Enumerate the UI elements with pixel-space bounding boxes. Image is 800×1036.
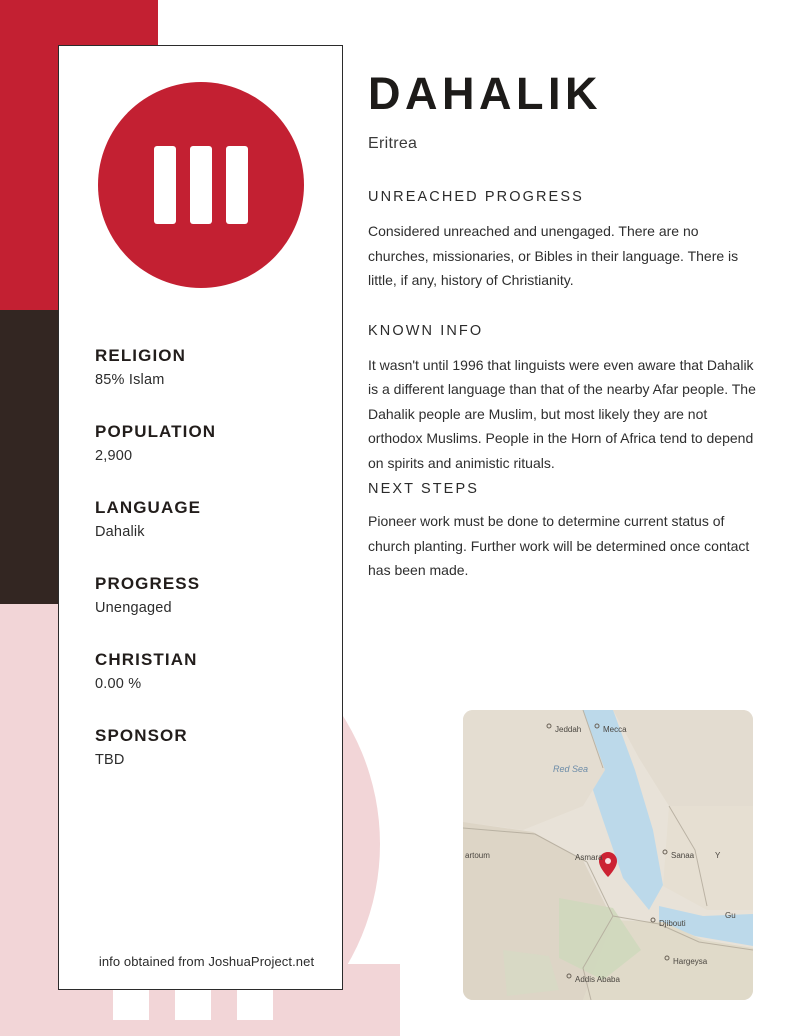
page-title: DAHALIK [368,68,602,119]
map-label: Asmara [575,853,603,862]
section-body: Pioneer work must be done to determine current status of church planting. Further work will be determined once contact has been made. [368,513,750,579]
logo-bar [226,146,248,224]
country-label: Eritrea [368,135,418,153]
section-next-steps [368,481,758,583]
fact-value: Unengaged [95,600,172,616]
map-label: Gu [725,911,736,920]
content-column [368,70,758,583]
fact-value: 0.00 % [95,676,142,692]
fact-christian [95,650,315,692]
fact-language [95,498,315,540]
fact-value: Dahalik [95,524,145,540]
fact-label: RELIGION [95,346,186,365]
map-label: Addis Ababa [575,975,620,984]
section-heading: NEXT STEPS [368,481,479,498]
fact-label: SPONSOR [95,726,188,745]
map-label: Mecca [603,725,627,734]
section-heading: UNREACHED PROGRESS [368,189,584,206]
section-unreached-progress [368,189,758,293]
fact-sponsor [95,726,315,768]
fact-label: PROGRESS [95,574,201,593]
source-footnote: info obtained from JoshuaProject.net [98,954,315,969]
map-label: artoum [465,851,490,860]
map-label: Y [715,851,721,860]
logo-bar [190,146,212,224]
fact-progress [95,574,315,616]
fact-religion [95,346,315,388]
fact-value: 85% Islam [95,372,165,388]
map-label: Hargeysa [673,957,708,966]
three-bars-logo-icon [98,82,304,288]
info-card [58,45,343,990]
fact-value: 2,900 [95,448,133,464]
fact-population [95,422,315,464]
map-label: Sanaa [671,851,695,860]
section-body: Considered unreached and unengaged. There are no churches, missionaries, or Bibles in their language. There is little, if any, history of Christianity. [368,223,739,289]
section-known-info [368,323,758,476]
fact-list [95,346,315,802]
map-label: Red Sea [553,764,589,774]
map-label: Jeddah [555,725,582,734]
section-body: It wasn't until 1996 that linguists were even aware that Dahalik is a different language than that of the nearby Afar people. The Dahalik people are Muslim, but most likely they are not orthodox Muslims. People in the Horn of Africa tend to depend on spirits and animistic rituals. [368,356,756,471]
fact-label: POPULATION [95,422,217,441]
fact-value: TBD [95,752,125,768]
fact-label: CHRISTIAN [95,650,198,669]
region-map[interactable] [463,710,753,1000]
fact-label: LANGUAGE [95,498,202,517]
map-label: Djibouti [659,919,686,928]
section-heading: KNOWN INFO [368,322,484,339]
logo-bar [154,146,176,224]
